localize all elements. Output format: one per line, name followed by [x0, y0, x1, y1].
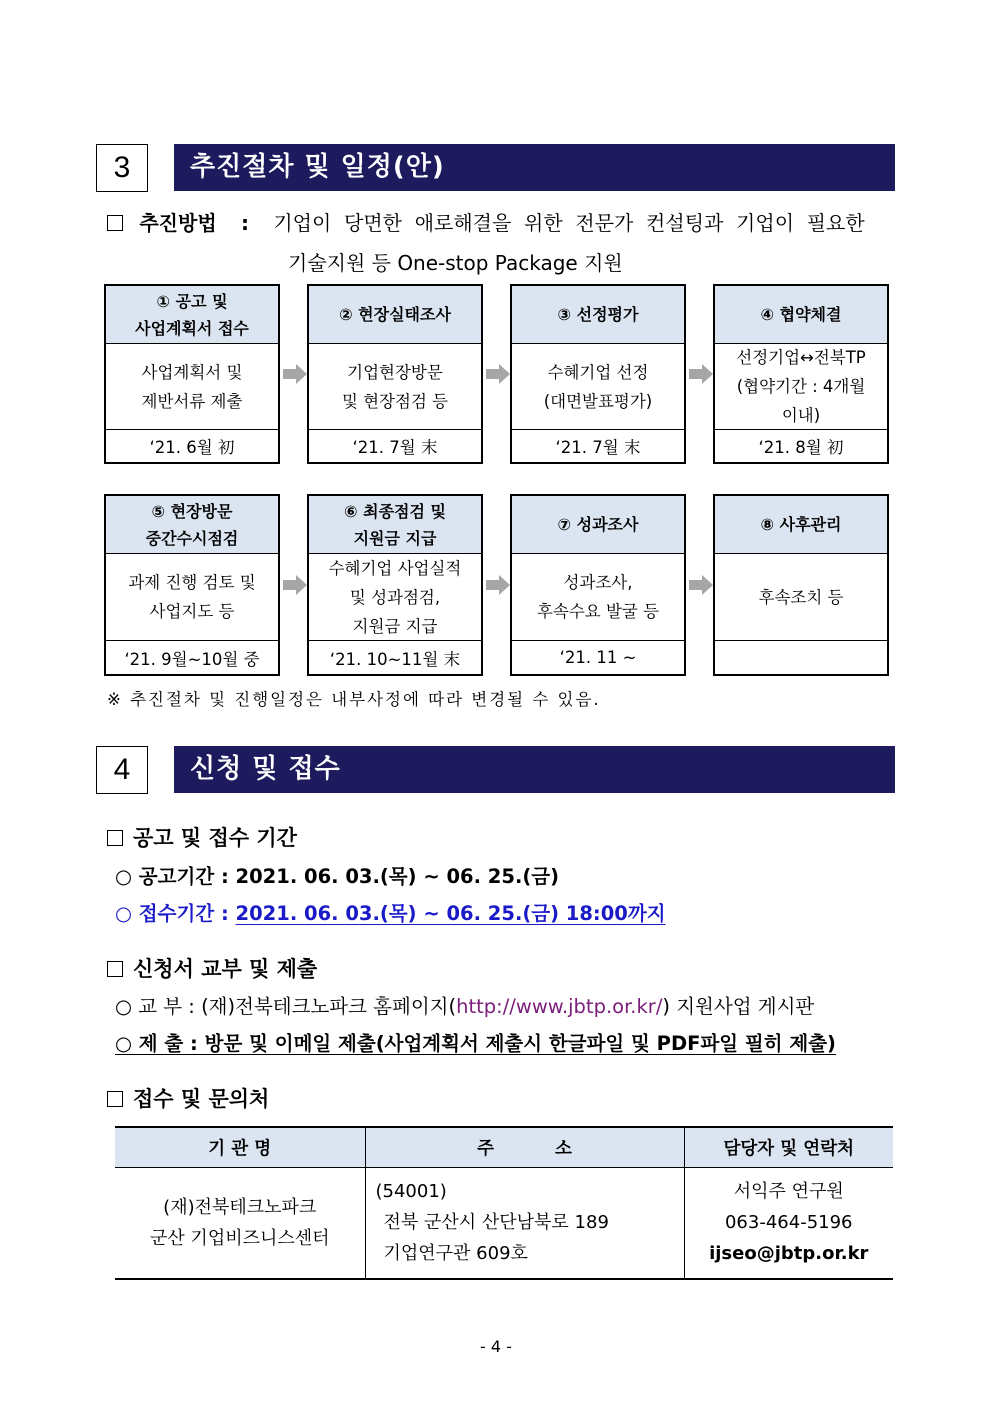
contact-heading: 접수 및 문의처	[133, 1087, 270, 1111]
contact-phone: 063-464-5196	[724, 1212, 853, 1234]
square-bullet-icon	[107, 961, 123, 977]
square-bullet-icon	[107, 215, 123, 231]
step-title: ⑤ 현장방문	[151, 501, 233, 521]
receipt-period	[115, 898, 666, 926]
submission-heading-line	[107, 953, 317, 983]
step-desc: 이내)	[781, 406, 821, 425]
step-date: ‘21. 8월 初	[758, 438, 844, 457]
address-street: 전북 군산시 산단남북로 189	[383, 1212, 609, 1234]
address-cell	[365, 1167, 684, 1279]
contact-table	[115, 1126, 893, 1280]
method-line	[107, 207, 865, 236]
step-title: ③ 선정평가	[557, 305, 639, 324]
step-date: ‘21. 7월 末	[352, 438, 438, 457]
section-title: 신청 및 접수	[174, 746, 895, 793]
method-text-2: 기술지원 등 One-stop Package 지원	[288, 251, 623, 275]
step-desc: 지원금 지급	[352, 616, 438, 636]
homepage-link[interactable]: http://www.jbtp.or.kr/	[456, 995, 663, 1018]
step-title: ⑧ 사후관리	[760, 515, 842, 534]
step-3	[510, 284, 686, 464]
step-desc: 후속수요 발굴 등	[536, 602, 660, 621]
org-branch: 군산 기업비즈니스센터	[149, 1227, 330, 1249]
square-bullet-icon	[107, 1091, 123, 1107]
column-header-contact: 담당자 및 연락처	[684, 1127, 893, 1167]
column-header-address: 주 소	[365, 1127, 684, 1167]
address-room: 기업연구관 609호	[383, 1243, 528, 1265]
issue-label: ○ 교 부 :	[115, 995, 195, 1018]
step-desc: 및 성과점검,	[349, 587, 441, 607]
step-title: ① 공고 및	[156, 291, 228, 311]
notice-period	[115, 861, 559, 889]
step-date: ‘21. 9월~10월 중	[124, 649, 260, 669]
step-desc: 후속조치 등	[758, 587, 844, 607]
step-date: ‘21. 10~11월 末	[329, 649, 461, 669]
contact-email[interactable]: ijseo@jbtp.or.kr	[709, 1243, 869, 1265]
step-date: ‘21. 7월 末	[555, 438, 641, 457]
receipt-period-label: ○ 접수기간 :	[115, 902, 229, 925]
step-desc: 수혜기업 사업실적	[328, 558, 462, 578]
step-desc: 성과조사,	[563, 573, 633, 592]
step-title: ④ 협약체결	[760, 305, 842, 324]
step-1	[104, 284, 280, 464]
step-desc: 제반서류 제출	[141, 391, 243, 411]
step-2	[307, 284, 483, 464]
arrow-right-icon	[486, 575, 510, 595]
step-date: ‘21. 11 ~	[559, 648, 637, 667]
section-title: 추진절차 및 일정(안)	[174, 144, 895, 191]
step-desc: 과제 진행 검토 및	[128, 573, 256, 592]
contact-cell	[684, 1167, 893, 1279]
contact-heading-line	[107, 1083, 269, 1113]
period-heading: 공고 및 접수 기간	[133, 826, 297, 850]
step-7	[510, 494, 686, 676]
page-number: - 4 -	[480, 1337, 512, 1356]
step-title: 지원금 지급	[353, 528, 437, 548]
step-date: ‘21. 6월 初	[149, 438, 235, 457]
step-desc: 기업현장방문	[347, 362, 443, 382]
step-6	[307, 494, 483, 676]
receipt-period-value: 2021. 06. 03.(목) ~ 06. 25.(금) 18:00까지	[235, 902, 666, 925]
submission-heading: 신청서 교부 및 제출	[133, 957, 318, 981]
method-label: 추진방법	[139, 211, 217, 235]
step-title: ⑥ 최종점검 및	[344, 501, 446, 521]
step-title: 중간수시점검	[145, 528, 239, 548]
step-desc: (협약기간 : 4개월	[736, 377, 866, 396]
section-4-header	[96, 746, 895, 794]
contact-person: 서익주 연구원	[733, 1181, 844, 1203]
notice-period-label: ○ 공고기간 :	[115, 865, 229, 888]
step-8	[713, 494, 889, 676]
step-desc: 사업지도 등	[149, 602, 235, 621]
arrow-right-icon	[486, 364, 510, 384]
step-desc: 사업계획서 및	[141, 362, 243, 382]
arrow-right-icon	[689, 575, 713, 595]
section-3-header	[96, 144, 895, 192]
schedule-note: ※ 추진절차 및 진행일정은 내부사정에 따라 변경될 수 있음.	[107, 690, 601, 709]
org-cell	[115, 1167, 365, 1279]
submit-line: ○ 제 출 : 방문 및 이메일 제출(사업계획서 제출시 한글파일 및 PDF파일 필히 제출)	[115, 1032, 836, 1055]
issue-suffix: ) 지원사업 게시판	[662, 995, 815, 1018]
step-title: ⑦ 성과조사	[557, 515, 639, 534]
step-5	[104, 494, 280, 676]
section-number: 4	[96, 746, 148, 794]
issue-line	[115, 991, 814, 1019]
arrow-right-icon	[689, 364, 713, 384]
arrow-right-icon	[283, 364, 307, 384]
postal-code: (54001)	[375, 1181, 447, 1203]
method-colon: :	[241, 211, 249, 235]
section-number: 3	[96, 144, 148, 192]
notice-period-value: 2021. 06. 03.(목) ~ 06. 25.(금)	[235, 865, 560, 888]
step-date	[715, 641, 887, 674]
step-desc: (대면발표평가)	[543, 391, 653, 411]
issue-prefix: (재)전북테크노파크 홈페이지(	[201, 995, 457, 1018]
org-name: (재)전북테크노파크	[163, 1196, 317, 1218]
table-row	[115, 1167, 893, 1279]
square-bullet-icon	[107, 830, 123, 846]
method-text: 기업이 당면한 애로해결을 위한 전문가 컨설팅과 기업이 필요한	[273, 211, 865, 235]
arrow-right-icon	[283, 575, 307, 595]
step-desc: 및 현장점검 등	[341, 391, 449, 411]
step-title: 사업계획서 접수	[135, 318, 249, 338]
step-4	[713, 284, 889, 464]
step-desc: 선정기업↔전북TP	[736, 348, 866, 367]
step-desc: 수혜기업 선정	[547, 362, 649, 382]
step-title: ② 현장실태조사	[339, 305, 451, 324]
period-heading-line	[107, 822, 297, 852]
column-header-org: 기 관 명	[115, 1127, 365, 1167]
